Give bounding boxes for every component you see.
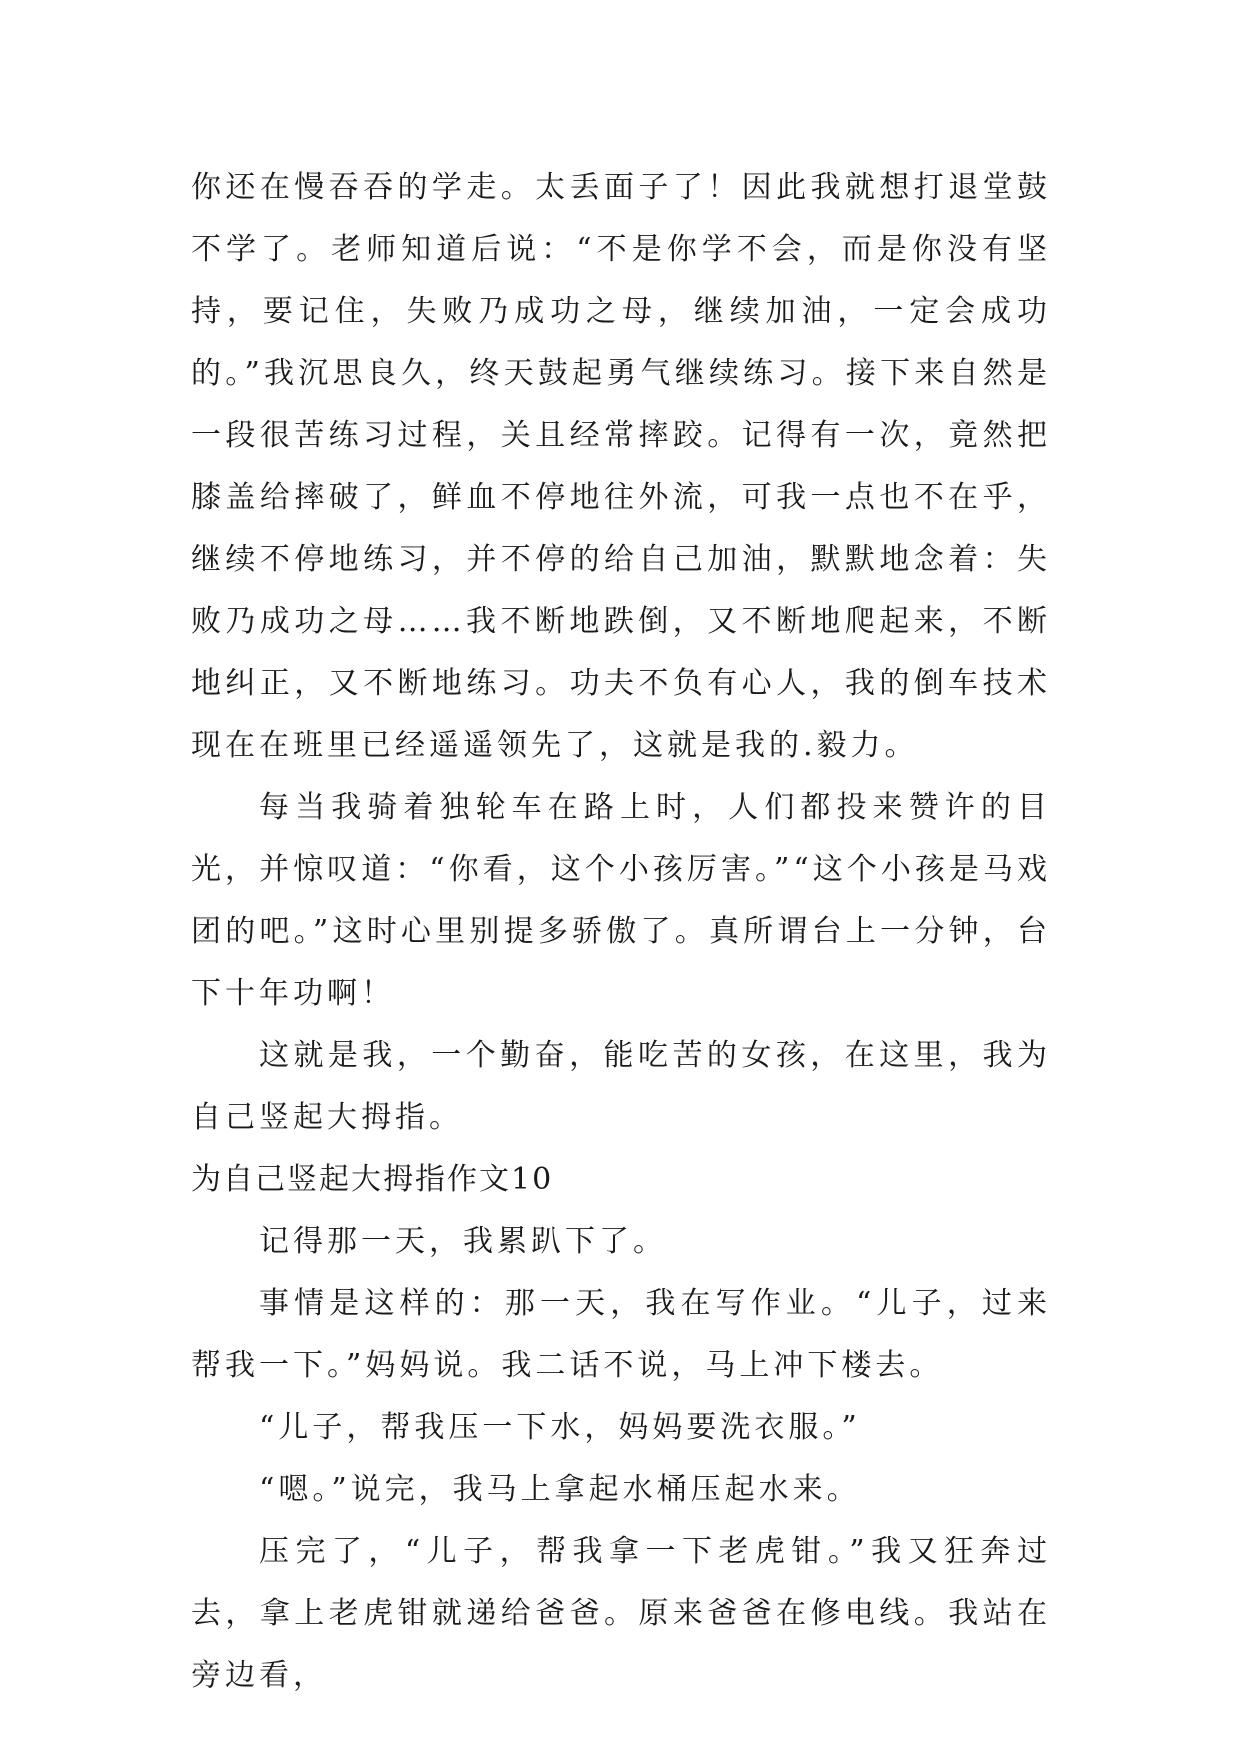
paragraph-3: 这就是我，一个勤奋，能吃苦的女孩，在这里，我为自己竖起大拇指。 xyxy=(191,1038,1051,1135)
paragraph-7: “嗯。”说完，我马上拿起水桶压起水来。 xyxy=(259,1472,861,1507)
section-heading: 为自己竖起大拇指作文10 xyxy=(191,1162,554,1197)
paragraph-1: 你还在慢吞吞的学走。太丢面子了！因此我就想打退堂鼓不学了。老师知道后说：“不是你学不会，而是你没有坚持，要记住，失败乃成功之母，继续加油，一定会成功的。”我沉思良久，终天鼓起勇气继续练习。接下来自然是一段很苦练习过程，关且经常摔跤。记得有一次，竟然把膝盖给摔破了，鲜血不停地往外流，可我一点也不在乎，继续不停地练习，并不停的给自己加油，默默地念着：失败乃成功之母……我不断地跌倒，又不断地爬起来，不断地纠正，又不断地练习。功夫不负有心人，我的倒车技术现在在班里已经遥遥领先了，这就是我的.毅力。 xyxy=(191,170,1051,763)
paragraph-4: 记得那一天，我累趴下了。 xyxy=(259,1224,667,1259)
paragraph-6: “儿子，帮我压一下水，妈妈要洗衣服。” xyxy=(259,1410,861,1445)
paragraph-8: 压完了，“儿子，帮我拿一下老虎钳。”我又狂奔过去，拿上老虎钳就递给爸爸。原来爸爸在修电线。我站在旁边看， xyxy=(191,1534,1051,1693)
paragraph-2: 每当我骑着独轮车在路上时，人们都投来赞许的目光，并惊叹道：“你看，这个小孩厉害。”“这个小孩是马戏团的吧。”这时心里别提多骄傲了。真所谓台上一分钟，台下十年功啊！ xyxy=(191,790,1051,1011)
document-body xyxy=(191,157,1051,1707)
paragraph-5: 事情是这样的：那一天，我在写作业。“儿子，过来帮我一下。”妈妈说。我二话不说，马上冲下楼去。 xyxy=(191,1286,1051,1383)
